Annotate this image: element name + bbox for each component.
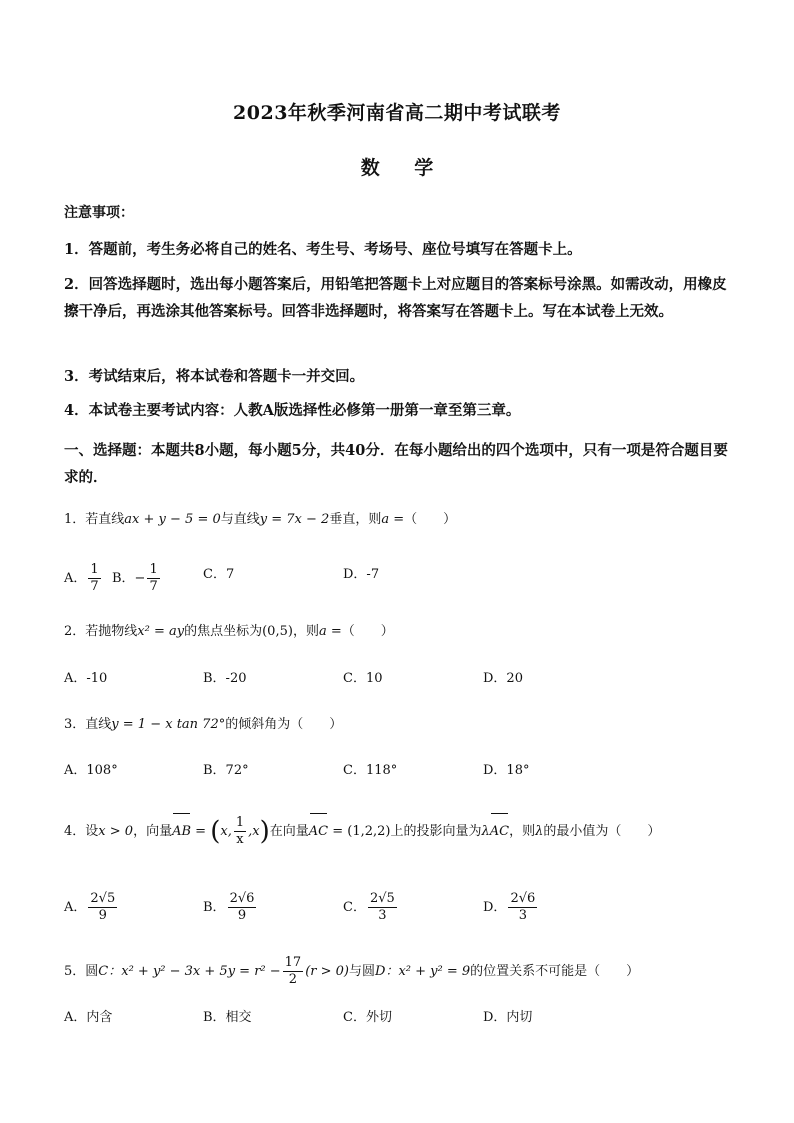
option-d: D．18° xyxy=(483,763,530,778)
question-2: 2．若抛物线x² = ay的焦点坐标为(0,5)，则a =（ ） xyxy=(64,624,394,639)
option-d: D．-7 xyxy=(343,567,380,582)
option-a: A．内含 xyxy=(64,1010,113,1025)
question-1: 1．若直线ax + y − 5 = 0与直线y = 7x − 2垂直，则a =（ ） xyxy=(64,512,457,527)
option-b: B．− $\frac{1}{7}$ xyxy=(112,562,158,594)
question-3-options xyxy=(64,758,744,784)
option-a: A．108° xyxy=(64,763,118,778)
option-c: C．外切 xyxy=(343,1010,392,1025)
option-a: A． $\frac{1}{7}$ xyxy=(64,562,99,594)
notice-item-4: 4．本试卷主要考试内容：人教A版选择性必修第一册第一章至第三章。 xyxy=(64,402,521,419)
notice-item-3: 3．考试结束后，将本试卷和答题卡一并交回。 xyxy=(64,368,365,385)
option-d: D．20 xyxy=(483,671,523,686)
option-d: D．内切 xyxy=(483,1010,533,1025)
question-1-options xyxy=(64,562,744,594)
option-c: C．7 xyxy=(203,567,235,582)
question-4-options xyxy=(64,888,744,928)
question-5-options xyxy=(64,1005,744,1031)
option-b: B． $\frac{2√6}{9}$ xyxy=(203,891,255,923)
option-a: A．-10 xyxy=(64,671,108,686)
option-b: B．相交 xyxy=(203,1010,252,1025)
option-b: B．72° xyxy=(203,763,249,778)
question-2-options xyxy=(64,666,744,692)
question-3: 3．直线y = 1 − x tan 72°的倾斜角为（ ） xyxy=(64,717,343,732)
exam-title: 2023年秋季河南省高二期中考试联考 xyxy=(233,102,561,124)
notice-heading: 注意事项： xyxy=(64,205,134,221)
exam-subject: 数 学 xyxy=(360,157,448,179)
question-5: 5．圆C：x² + y² − 3x + 5y = r² − $\frac{17}{2}$ (r > 0)与圆D：x² + y² = 9的位置关系不可能是（ ） xyxy=(64,955,640,987)
option-c: C．118° xyxy=(343,763,398,778)
notice-item-2: 2．回答选择题时，选出每小题答案后，用铅笔把答题卡上对应题目的答案标号涂黑。如需改动，用橡皮擦干净后，再选涂其他答案标号。回答非选择题时，将答案写在答题卡上。写在本试卷上无效。 xyxy=(64,276,727,320)
option-c: C． $\frac{2√5}{3}$ xyxy=(343,891,395,923)
option-d: D． $\frac{2√6}{3}$ xyxy=(483,891,536,923)
question-4: 4．设x > 0，向量AB = (x, $\frac{1}{x}$ ,x)在向量AC = (1,2,2)上的投影向量为λAC，则λ的最小值为（ ） xyxy=(64,815,661,847)
notice-item-1: 1．答题前，考生务必将自己的姓名、考生号、考场号、座位号填写在答题卡上。 xyxy=(64,241,582,258)
section-1-intro: 一、选择题：本题共8小题，每小题5分，共40分．在每小题给出的四个选项中，只有一项是符合题目要求的． xyxy=(64,442,728,486)
option-b: B．-20 xyxy=(203,671,247,686)
option-a: A． $\frac{2√5}{9}$ xyxy=(64,891,116,923)
option-c: C．10 xyxy=(343,671,383,686)
